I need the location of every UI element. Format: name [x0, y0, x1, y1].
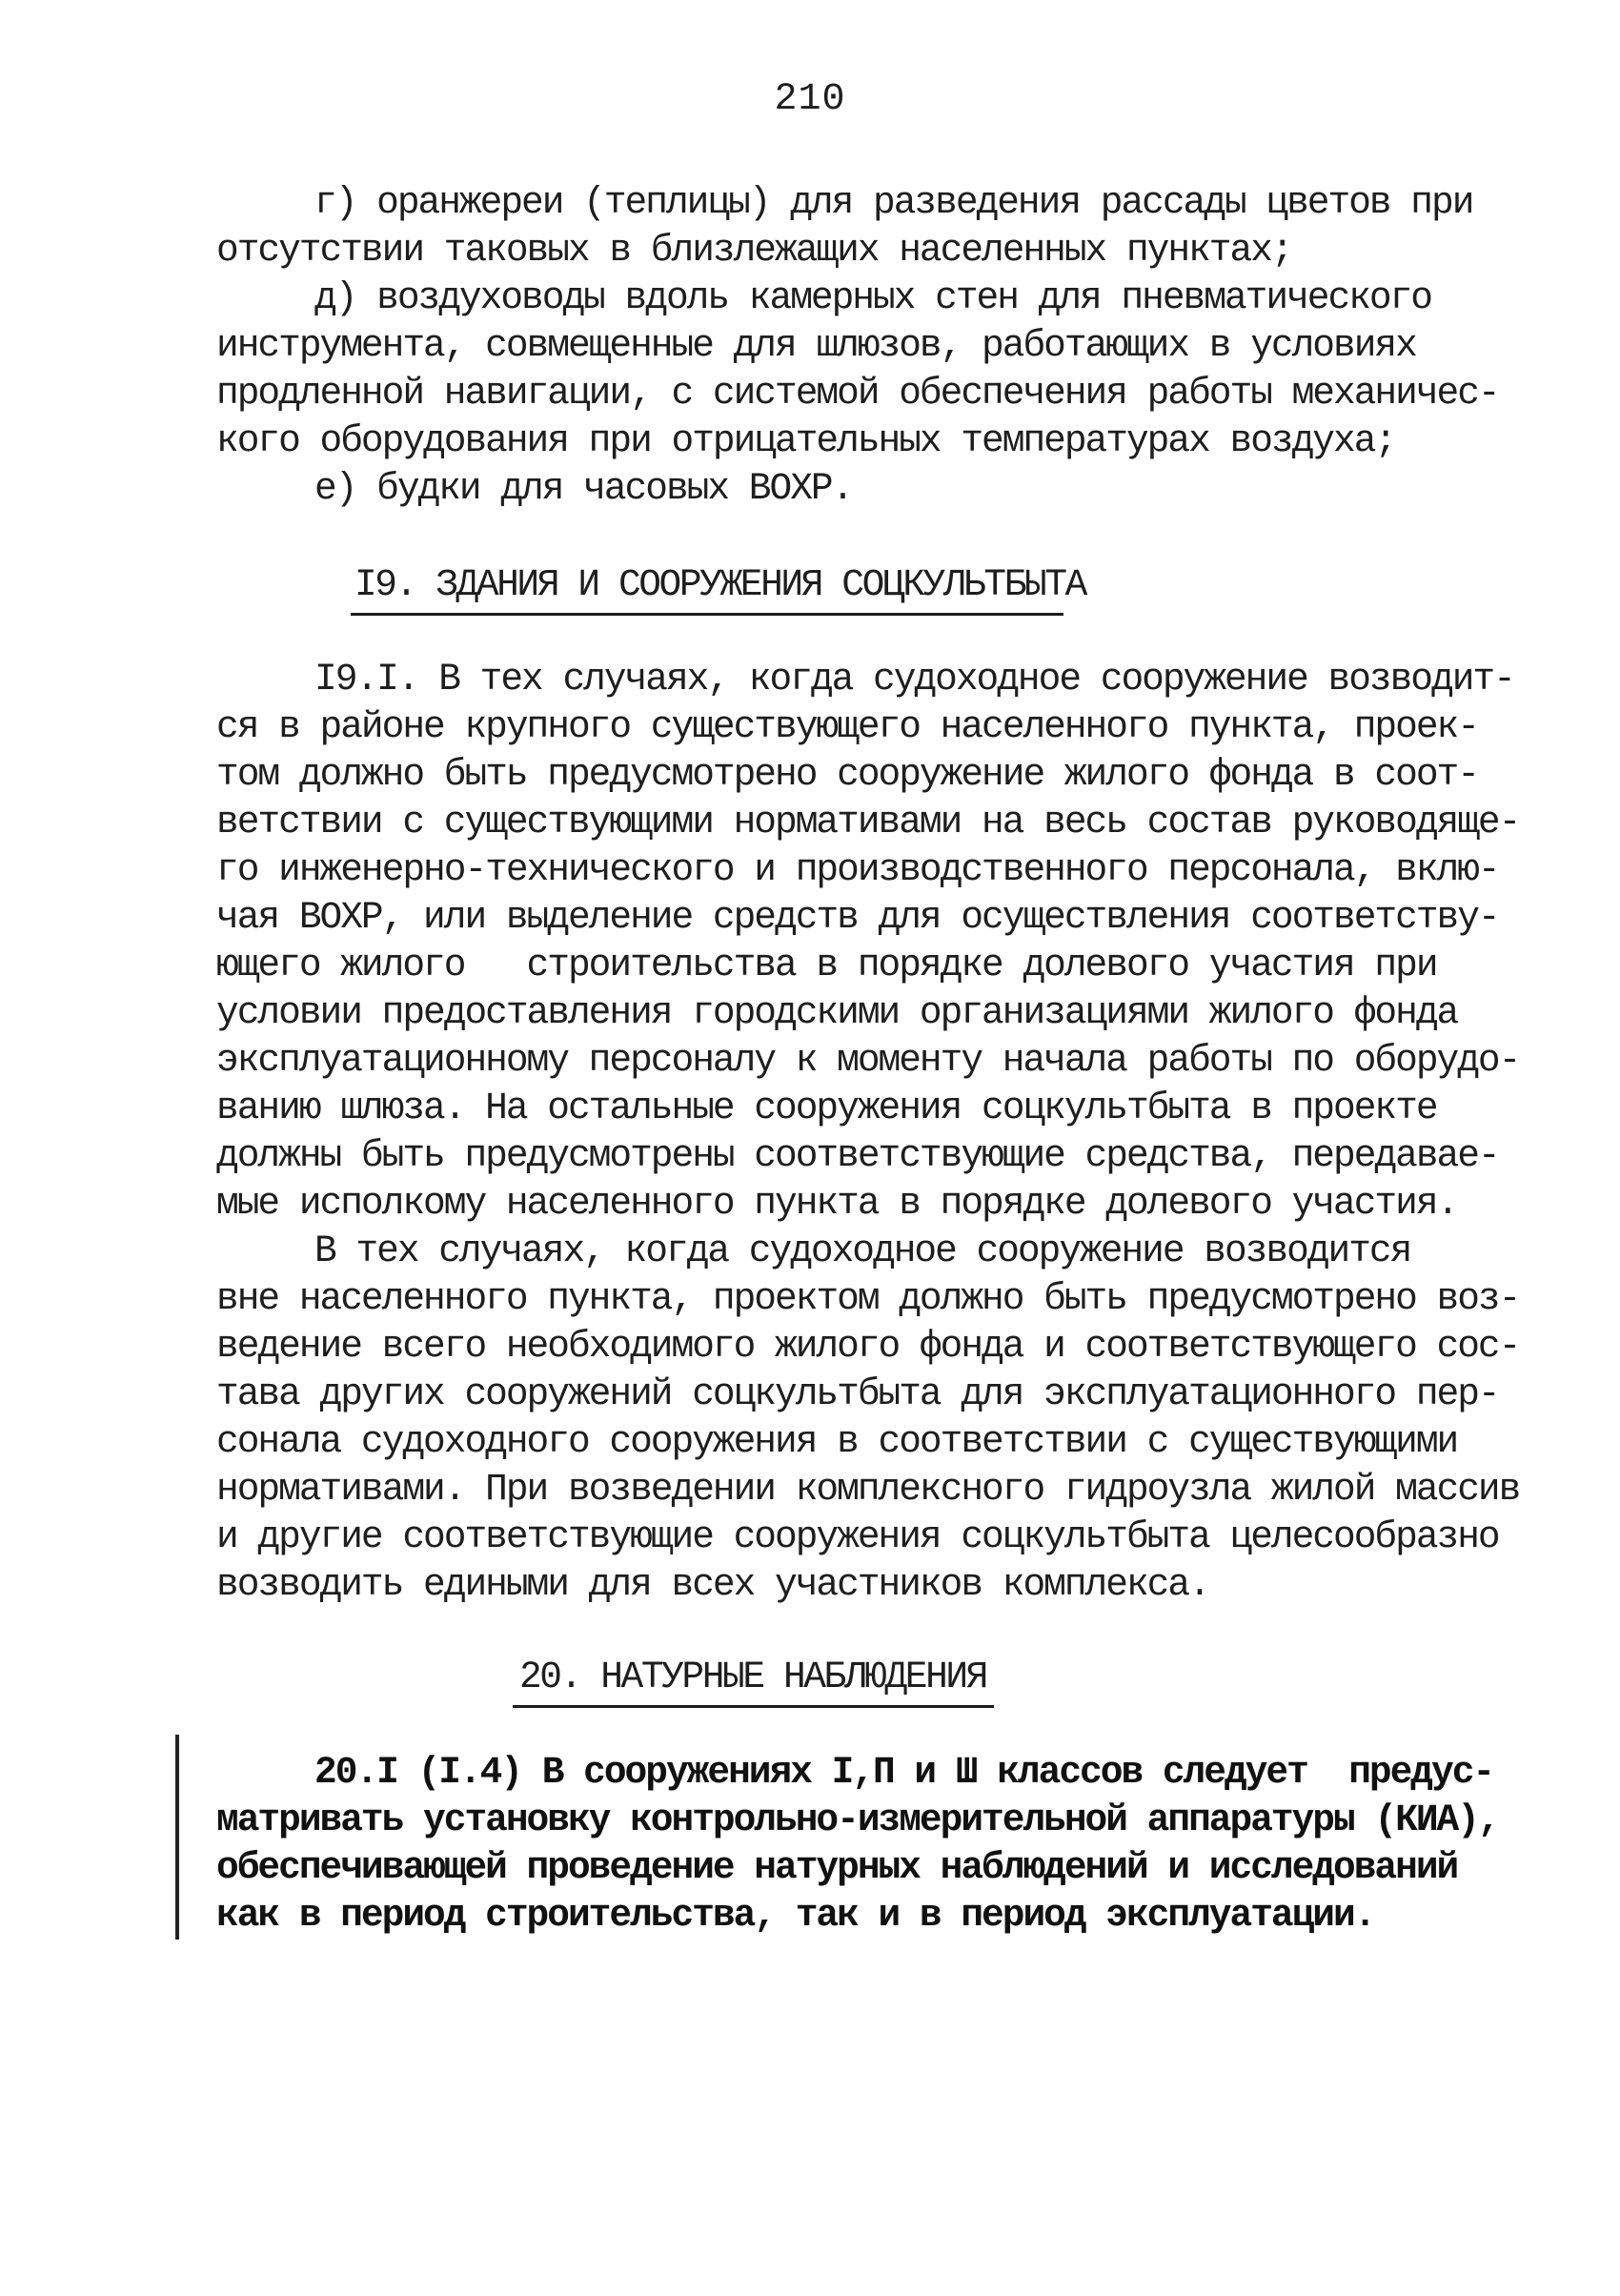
paragraph-line: том должно быть предусмотрено сооружение жилого фонда в соот- — [216, 753, 1478, 796]
paragraph-line: вне населенного пункта, проектом должно быть предусмотрено воз- — [216, 1277, 1520, 1320]
section-19-heading-underline — [351, 613, 1063, 616]
paragraph-line: как в период строительства, так и в период эксплуатации. — [216, 1894, 1375, 1937]
paragraph-line: возводить едиными для всех участников комплекса. — [216, 1563, 1209, 1606]
section-19-heading: I9. ЗДАНИЯ И СООРУЖЕНИЯ СОЦКУЛЬТБЫТА — [354, 563, 1085, 606]
paragraph-line: должны быть предусмотрены соответствующие средства, передавае- — [216, 1134, 1499, 1177]
paragraph-line: ванию шлюза. На остальные сооружения соцкультбыта в проекте — [216, 1087, 1437, 1129]
paragraph-line: ветствии с существующими нормативами на весь состав руководяще- — [216, 801, 1520, 843]
paragraph-line: сонала судоходного сооружения в соответствии с существующими — [216, 1420, 1458, 1463]
paragraph-line: ведение всего необходимого жилого фонда и соответствующего сос- — [216, 1325, 1520, 1368]
paragraph-line: и другие соответствующие сооружения соцкультбыта целесообразно — [216, 1515, 1499, 1558]
paragraph-line: эксплуатационному персоналу к моменту начала работы по оборудо- — [216, 1039, 1520, 1082]
list-item-d-line-3: продленной навигации, с системой обеспечения работы механичес- — [216, 372, 1499, 415]
list-item-d-line-2: инструмента, совмещенные для шлюзов, работающих в условиях — [216, 324, 1416, 367]
paragraph-line: В тех случаях, когда судоходное сооружение возводится — [314, 1229, 1411, 1272]
paragraph-line: матривать установку контрольно-измерительной аппаратуры (КИА), — [216, 1798, 1499, 1841]
list-item-g-line-2: отсутствии таковых в близлежащих населенных пунктах; — [216, 229, 1292, 272]
paragraph-line: го инженерно-технического и производственного персонала, вклю- — [216, 848, 1499, 891]
paragraph-line: условии предоставления городскими организациями жилого фонда — [216, 991, 1458, 1034]
paragraph-line: обеспечивающей проведение натурных наблюдений и исследований — [216, 1846, 1458, 1889]
paragraph-line: ся в районе крупного существующего населенного пункта, проек- — [216, 705, 1478, 748]
revision-margin-bar — [175, 1735, 179, 1940]
paragraph-line: мые исполкому населенного пункта в порядке долевого участия. — [216, 1182, 1458, 1225]
paragraph-line: ющего жилого строительства в порядке долевого участия при — [216, 944, 1437, 986]
list-item-g-line-1: г) оранжереи (теплицы) для разведения рассады цветов при — [314, 181, 1473, 224]
page-number: 210 — [774, 78, 846, 121]
paragraph-line: I9.I. В тех случаях, когда судоходное сооружение возводит- — [314, 658, 1514, 701]
paragraph-line: 20.I (I.4) В сооружениях I,П и Ш классов следует предус- — [314, 1751, 1494, 1794]
paragraph-line: чая ВОХР, или выделение средств для осуществления соответству- — [216, 896, 1499, 939]
list-item-d-line-1: д) воздуховоды вдоль камерных стен для пневматического — [314, 276, 1432, 319]
paragraph-line: тава других сооружений соцкультбыта для эксплуатационного пер- — [216, 1372, 1499, 1415]
section-20-heading: 20. НАТУРНЫЕ НАБЛЮДЕНИЯ — [519, 1656, 986, 1698]
list-item-e-line-1: е) будки для часовых ВОХР. — [314, 467, 853, 510]
section-20-heading-underline — [513, 1705, 994, 1708]
list-item-d-line-4: кого оборудования при отрицательных температурах воздуха; — [216, 419, 1396, 462]
paragraph-line: нормативами. При возведении комплексного гидроузла жилой массив — [216, 1468, 1520, 1511]
